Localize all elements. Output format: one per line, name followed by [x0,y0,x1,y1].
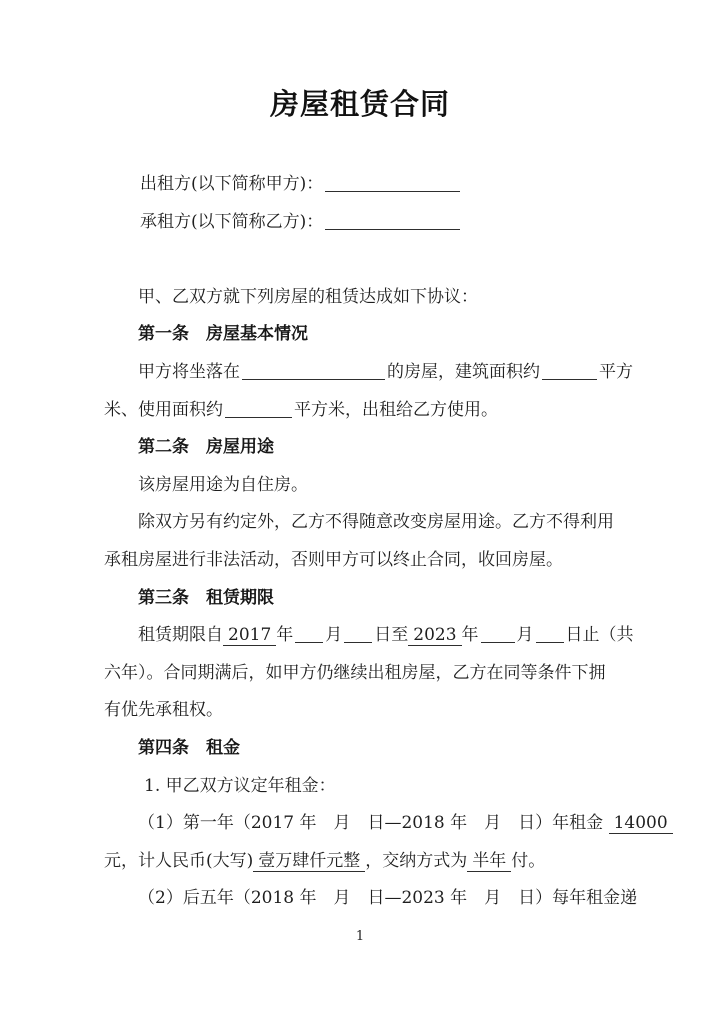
page-number: 1 [355,928,365,944]
clause4-heading [0,730,720,768]
clause4-sub1-line1 [0,805,720,843]
text-segment: 月 [325,625,343,646]
text-segment: 的房屋，建筑面积约 [387,361,540,382]
text-segment: 年 [276,625,294,646]
filled-field: 半年 [467,851,511,872]
text-segment: 出租方(以下简称甲方)： [140,174,324,194]
filled-field: 14000 [609,813,673,834]
filled-field: 2017 [223,625,276,646]
filled-field: 2023 [408,625,461,646]
text-segment: 第四条 租金 [138,737,240,758]
text-segment: （2）后五年（2018 年 月 日—2023 年 月 日）每年租金递 [138,888,638,909]
blank-field [344,625,372,643]
text-segment: 该房屋用途为自住房。 [138,474,308,495]
text-segment: 米、使用面积约 [104,399,223,420]
clause2-heading [0,429,720,467]
clause4-item1 [0,768,720,806]
text-segment: 甲方将坐落在 [138,361,240,382]
clause2-text-line1 [0,467,720,505]
text-segment: 日止（共 [565,625,634,646]
text-segment: 租赁期限自 [138,625,223,646]
text-segment: 月 [516,625,534,646]
clause3-text-line1 [0,617,720,655]
clause1-heading [0,316,720,354]
text-segment: 平方米，出租给乙方使用。 [294,399,498,420]
lessee-line [0,204,720,242]
text-segment: 六年）。合同期满后，如甲方仍继续出租房屋，乙方在同等条件下拥 [104,662,606,683]
text-segment: 日至 [374,625,409,646]
clause3-heading [0,580,720,618]
clause4-sub2-line1 [0,880,720,918]
text-segment: 甲、乙双方就下列房屋的租赁达成如下协议： [138,286,478,307]
text-segment: 第三条 租赁期限 [138,587,274,608]
text-segment: 第一条 房屋基本情况 [138,324,308,345]
text-segment: 除双方另有约定外，乙方不得随意改变房屋用途。乙方不得利用 [138,512,614,533]
text-segment: 承租房屋进行非法活动，否则甲方可以终止合同，收回房屋。 [104,549,563,570]
text-segment: 1. 甲乙双方议定年租金： [144,775,336,796]
agreement-intro [0,279,720,317]
filled-field: 壹万肆仟元整 [253,851,365,872]
lessor-line [0,166,720,204]
text-segment: 年 [461,625,479,646]
text-segment: 承租方(以下简称乙方)： [140,211,324,232]
text-segment: 有优先承租权。 [104,700,223,721]
blank-field [225,400,292,418]
clause4-sub1-line2 [0,843,720,881]
blank-field [325,212,460,230]
blank-field [542,362,597,380]
text-segment: 付。 [511,850,546,871]
clause1-text-line2 [0,392,720,430]
document-body [0,166,720,918]
text-segment: 元，计人民币(大写) [104,850,254,871]
blank-field [536,625,564,643]
clause1-text-line1 [0,354,720,392]
clause3-text-line3 [0,692,720,730]
clause3-text-line2 [0,655,720,693]
blank-spacer [0,241,720,279]
text-segment: （1）第一年（2017 年 月 日—2018 年 月 日）年租金 [138,813,609,834]
document-title: 房屋租赁合同 [269,87,450,121]
blank-field [242,362,385,380]
text-segment: 第二条 房屋用途 [138,437,274,458]
blank-field [481,625,515,643]
blank-field [295,625,323,643]
clause2-text-line3 [0,542,720,580]
text-segment: 平方 [599,361,633,382]
clause2-text-line2 [0,504,720,542]
text-segment: ，交纳方式为 [365,850,468,871]
blank-field [325,174,460,192]
